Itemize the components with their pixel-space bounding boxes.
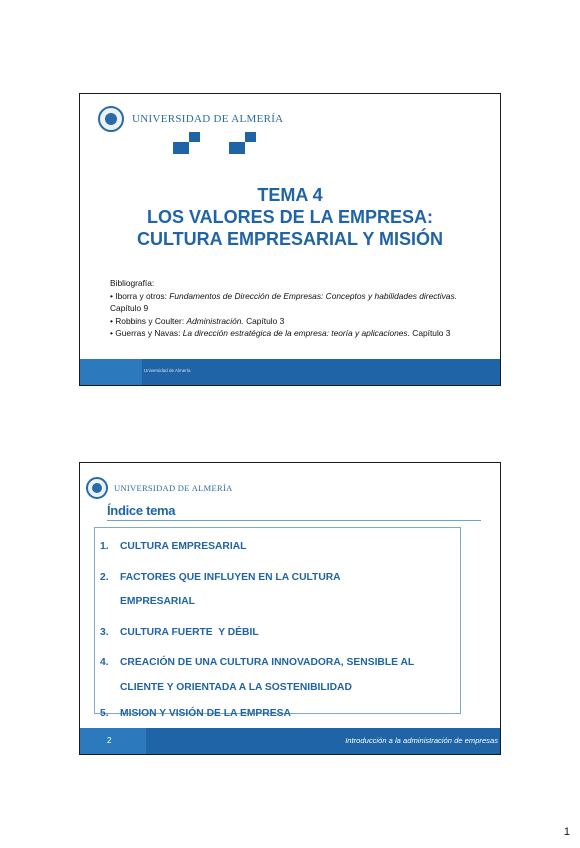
index-item: 4. CREACIÓN DE UNA CULTURA INNOVADORA, SENSIBLE AL CLIENTE Y ORIENTADA A LA SOSTENIBILIDAD [100, 657, 415, 693]
university-name: UNIVERSIDAD DE ALMERÍA [114, 483, 233, 493]
title-line: LOS VALORES DE LA EMPRESA: [146, 207, 434, 227]
bibliography-heading: Bibliografía: [110, 278, 155, 288]
index-item: 5. MISION Y VISIÓN DE LA EMPRESA [100, 708, 291, 719]
slide-title [80, 184, 500, 250]
page-number: 1 [563, 826, 570, 838]
slide-footer [80, 359, 500, 385]
slide-2 [79, 462, 501, 755]
bibliography [110, 277, 490, 340]
university-name: UNIVERSIDAD DE ALMERÍA [132, 113, 284, 125]
university-logo [86, 477, 233, 499]
index-item: 1. CULTURA EMPRESARIAL [100, 541, 247, 552]
slide-1 [79, 93, 501, 386]
title-line: CULTURA EMPRESARIAL Y MISIÓN [136, 229, 444, 249]
slide-number: 2 [107, 736, 112, 745]
university-seal-icon [86, 477, 108, 499]
bibliography-entry: • Guerras y Navas: La dirección estratégica de la empresa: teoría y aplicaciones. Capítulo 3 [110, 328, 451, 339]
decor-square [173, 142, 189, 154]
index-item: 3. CULTURA FUERTE Y DÉBIL [100, 626, 259, 638]
university-logo [98, 106, 283, 132]
footer-text: Universidad de Almería [144, 368, 191, 373]
decor-square [189, 132, 200, 142]
index-list [100, 535, 470, 727]
index-title: Índice tema [107, 503, 176, 518]
index-item: 2. FACTORES QUE INFLUYEN EN LA CULTURA EMPRESARIAL [100, 571, 341, 607]
slide-footer [80, 728, 500, 754]
divider [107, 520, 481, 521]
decor-square [229, 142, 245, 154]
decor-square [245, 132, 256, 142]
title-line: TEMA 4 [257, 185, 323, 205]
footer-text: Introducción a la administración de empresas [345, 736, 498, 745]
bibliography-entry: • Robbins y Coulter: Administración. Capítulo 3 [110, 315, 285, 326]
university-seal-icon [98, 106, 124, 132]
bibliography-entry: • Iborra y otros: Fundamentos de Dirección de Empresas: Conceptos y habilidades directivas. Capítulo 9 [110, 290, 457, 314]
